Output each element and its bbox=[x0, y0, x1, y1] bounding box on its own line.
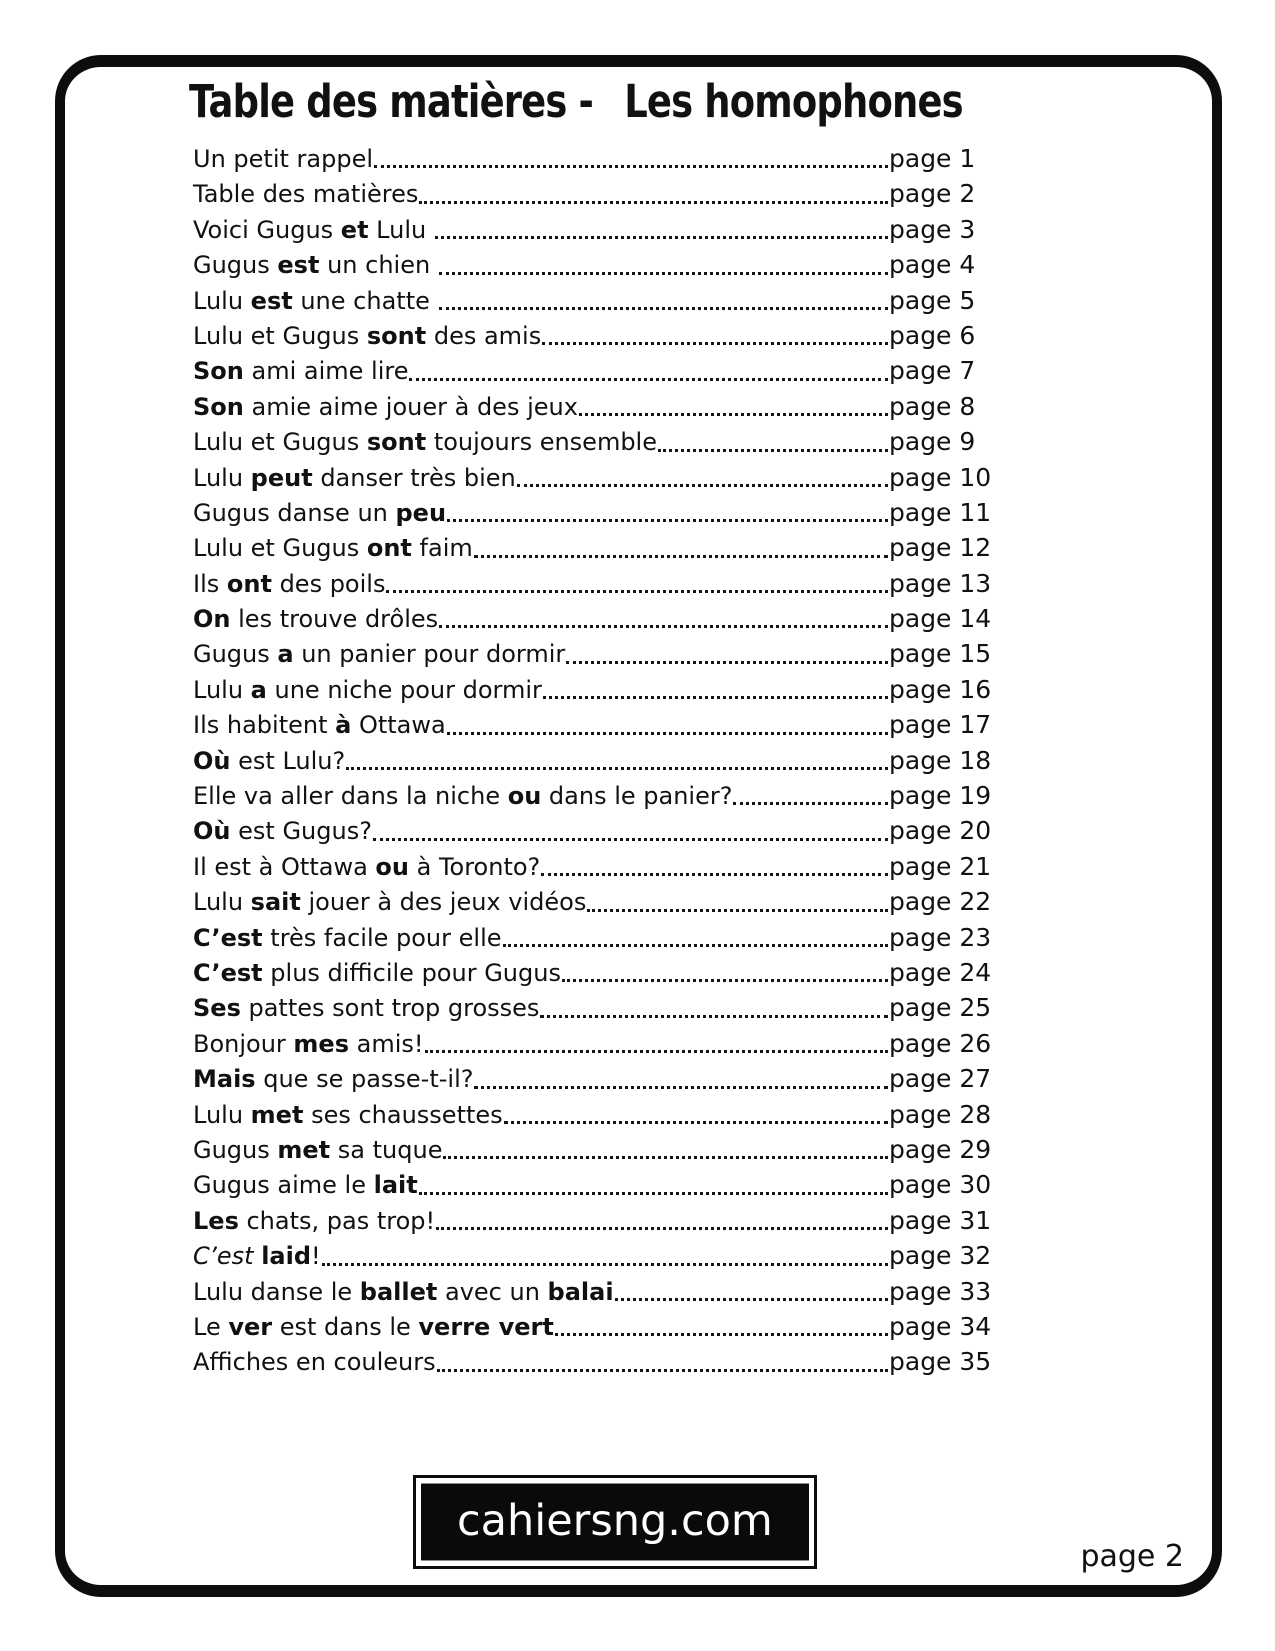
toc-entry-segment: C’est bbox=[193, 958, 263, 987]
dot-leader bbox=[437, 1369, 888, 1372]
toc-row bbox=[193, 884, 993, 919]
toc-entry-segment: est Lulu? bbox=[230, 746, 346, 775]
toc-entry-segment: Mais bbox=[193, 1065, 256, 1094]
toc-page-number: page 7 bbox=[889, 356, 976, 386]
toc-row bbox=[193, 353, 993, 388]
toc-entry-text bbox=[193, 673, 542, 708]
toc-entry-text bbox=[193, 1310, 554, 1345]
toc-row bbox=[193, 141, 993, 176]
toc-entry-segment: ou bbox=[375, 852, 409, 881]
toc-row bbox=[193, 1309, 993, 1344]
toc-entry-text bbox=[193, 390, 578, 425]
toc-entry-text bbox=[193, 142, 373, 177]
toc-page-number: page 10 bbox=[889, 462, 992, 492]
toc-entry-text bbox=[193, 319, 541, 354]
toc-row bbox=[193, 1203, 993, 1238]
toc-entry-segment: balai bbox=[547, 1277, 614, 1306]
toc-row bbox=[193, 990, 993, 1025]
toc-entry-segment: jouer à des jeux vidéos bbox=[300, 888, 587, 917]
toc-row bbox=[193, 1238, 993, 1273]
toc-page-number: page 12 bbox=[889, 533, 992, 563]
page-footer-number: page 2 bbox=[1080, 1539, 1184, 1574]
toc-entry-segment: amie aime jouer à des jeux bbox=[243, 392, 578, 421]
toc-page-number: page 2 bbox=[889, 179, 976, 209]
toc-entry-segment: Lulu et Gugus bbox=[193, 321, 367, 350]
toc-entry-segment: Lulu bbox=[193, 1100, 251, 1129]
toc-entry-text bbox=[193, 1133, 442, 1168]
toc-entry-segment: sa tuque bbox=[330, 1135, 443, 1164]
toc-page-number: page 11 bbox=[889, 497, 992, 527]
toc-entry-text bbox=[193, 956, 561, 991]
toc-entry-text bbox=[193, 744, 345, 779]
toc-page-number: page 26 bbox=[889, 1028, 992, 1058]
toc-page-number: page 29 bbox=[889, 1134, 992, 1164]
toc-row bbox=[193, 495, 993, 530]
toc-entry-segment: dans le panier? bbox=[541, 782, 733, 811]
toc-entry-text bbox=[193, 814, 372, 849]
toc-entry-segment: Ottawa bbox=[351, 711, 446, 740]
toc-page-number: page 15 bbox=[889, 639, 992, 669]
dot-leader bbox=[409, 378, 888, 381]
toc-entry-segment: C’est bbox=[193, 923, 263, 952]
toc-entry-segment: à Toronto? bbox=[408, 852, 541, 881]
toc-entry-segment: Elle va aller dans la niche bbox=[193, 782, 508, 811]
dot-leader bbox=[543, 696, 888, 699]
toc-entry-text bbox=[193, 531, 473, 566]
toc-entry-text bbox=[193, 1275, 614, 1310]
toc-entry-segment: ami aime lire bbox=[243, 357, 409, 386]
toc-row bbox=[193, 1097, 993, 1132]
toc-entry-segment: avec un bbox=[437, 1277, 548, 1306]
toc-page-number: page 30 bbox=[889, 1170, 992, 1200]
toc-row bbox=[193, 955, 993, 990]
website-box bbox=[413, 1475, 817, 1569]
toc-page-number: page 22 bbox=[889, 887, 992, 917]
toc-entry-segment: Gugus danse un bbox=[193, 498, 396, 527]
toc-row bbox=[193, 601, 993, 636]
dot-leader bbox=[419, 1192, 888, 1195]
dot-leader bbox=[541, 873, 888, 876]
toc-entry-segment: toujours ensemble bbox=[426, 428, 657, 457]
toc-row bbox=[193, 1026, 993, 1061]
toc-entry-segment: a bbox=[277, 640, 294, 669]
toc-row bbox=[193, 247, 993, 282]
toc-entry-text bbox=[193, 1062, 473, 1097]
toc-entry-text bbox=[193, 425, 657, 460]
toc-entry-text bbox=[193, 1345, 436, 1380]
toc-entry-segment: est bbox=[277, 251, 320, 280]
toc-row bbox=[193, 424, 993, 459]
toc-page-number: page 1 bbox=[889, 144, 976, 173]
toc-entry-segment: Table des matières bbox=[193, 180, 419, 209]
toc-entry-segment: danser très bien bbox=[312, 463, 516, 492]
toc-entry-text bbox=[193, 354, 408, 389]
toc-entry-segment: Le bbox=[193, 1312, 229, 1341]
toc-entry-segment: Bonjour bbox=[193, 1029, 294, 1058]
toc-entry-segment: pattes sont trop grosses bbox=[240, 994, 540, 1023]
toc-entry-segment: Lulu bbox=[193, 888, 251, 917]
toc-row bbox=[193, 849, 993, 884]
toc-entry-segment: ont bbox=[226, 569, 272, 598]
dot-leader bbox=[436, 1227, 888, 1230]
toc-entry-segment: un chien bbox=[319, 251, 438, 280]
toc-page-number: page 13 bbox=[889, 568, 992, 598]
dot-leader bbox=[447, 732, 888, 735]
toc-page-number: page 31 bbox=[889, 1205, 992, 1235]
toc-entry-segment: est bbox=[250, 286, 293, 315]
toc-entry-segment: très facile pour elle bbox=[262, 923, 502, 952]
toc-entry-segment: Gugus bbox=[193, 1135, 278, 1164]
toc-entry-segment: lait bbox=[373, 1171, 418, 1200]
toc-entry-segment: Son bbox=[193, 392, 244, 421]
toc-entry-segment: Voici Gugus bbox=[193, 215, 341, 244]
toc-entry-segment: ou bbox=[507, 782, 542, 811]
dot-leader bbox=[733, 802, 888, 805]
toc-entry-segment: Gugus bbox=[193, 251, 278, 280]
toc-row bbox=[193, 743, 993, 778]
toc-entry-text bbox=[193, 1168, 418, 1203]
toc-row bbox=[193, 212, 993, 247]
dot-leader bbox=[566, 661, 888, 664]
toc-entry-segment: des poils bbox=[271, 569, 386, 598]
toc-page-number: page 35 bbox=[889, 1347, 992, 1377]
page-title-right: Les homophones bbox=[623, 75, 963, 128]
toc-entry-segment: Gugus aime le bbox=[193, 1171, 374, 1200]
toc-entry-segment: On bbox=[193, 605, 231, 634]
toc-row bbox=[193, 778, 993, 813]
toc-row bbox=[193, 176, 993, 211]
dot-leader bbox=[374, 165, 888, 168]
toc-entry-segment: un panier pour dormir bbox=[293, 640, 566, 669]
toc-entry-segment: Où bbox=[193, 817, 231, 846]
toc-page-number: page 23 bbox=[889, 922, 992, 952]
toc-entry-segment: Un petit rappel bbox=[193, 145, 373, 173]
toc-entry-segment: C’est bbox=[193, 1242, 254, 1271]
toc-entry-text bbox=[193, 213, 434, 248]
toc-entry-segment: Gugus bbox=[193, 640, 278, 669]
toc-entry-segment: Affiches en couleurs bbox=[193, 1348, 436, 1377]
page-title bbox=[65, 75, 1212, 129]
toc-page-number: page 28 bbox=[889, 1099, 992, 1129]
toc-entry-segment: Lulu danse le bbox=[193, 1277, 360, 1306]
toc-entry-segment: ballet bbox=[359, 1277, 438, 1306]
toc-entry-segment: est Gugus? bbox=[230, 817, 372, 846]
toc-entry-text bbox=[193, 1027, 424, 1062]
toc-entry-segment: plus difficile pour Gugus bbox=[262, 958, 561, 987]
toc-row bbox=[193, 813, 993, 848]
dot-leader bbox=[443, 1156, 888, 1159]
toc-entry-segment: Son bbox=[193, 357, 244, 386]
toc-row bbox=[193, 1061, 993, 1096]
toc-entry-segment: ver bbox=[228, 1312, 273, 1341]
toc-entry-text bbox=[193, 708, 446, 743]
dot-leader bbox=[439, 625, 888, 628]
page-title-left: Table des matières - bbox=[188, 75, 593, 128]
toc-row bbox=[193, 707, 993, 742]
toc-entry-text bbox=[193, 1239, 321, 1274]
toc-entry-text bbox=[193, 496, 446, 531]
toc-page-number: page 16 bbox=[889, 674, 992, 704]
dot-leader bbox=[555, 1333, 888, 1336]
toc-page-number: page 6 bbox=[889, 320, 976, 350]
toc-row bbox=[193, 566, 993, 601]
toc-entry-segment: amis! bbox=[349, 1029, 424, 1058]
toc-entry-text bbox=[193, 991, 539, 1026]
toc-page-number: page 5 bbox=[889, 285, 976, 315]
dot-leader bbox=[346, 767, 888, 770]
dot-leader bbox=[504, 1121, 888, 1124]
toc-entry-segment: peut bbox=[250, 463, 313, 492]
page-border bbox=[55, 55, 1222, 1597]
toc-entry-segment: Il est à Ottawa bbox=[193, 852, 376, 881]
toc-page-number: page 3 bbox=[889, 214, 976, 244]
toc-entry-segment: sont bbox=[366, 428, 427, 457]
toc-entry-segment: a bbox=[250, 675, 267, 704]
toc-entry-segment: les trouve drôles bbox=[230, 605, 439, 634]
toc-entry-segment: Où bbox=[193, 746, 231, 775]
toc-page-number: page 25 bbox=[889, 993, 992, 1023]
toc-page-number: page 32 bbox=[889, 1241, 992, 1271]
toc-entry-text bbox=[193, 248, 438, 283]
dot-leader bbox=[562, 979, 888, 982]
dot-leader bbox=[474, 1086, 888, 1089]
toc-entry-segment: laid bbox=[261, 1242, 312, 1271]
toc-entry-segment: Lulu bbox=[193, 675, 251, 704]
toc-entry-segment: Lulu bbox=[193, 463, 251, 492]
toc-entry-text bbox=[193, 461, 516, 496]
toc-entry-text bbox=[193, 779, 732, 814]
toc-row bbox=[193, 636, 993, 671]
dot-leader bbox=[540, 1015, 888, 1018]
dot-leader bbox=[386, 590, 888, 593]
toc-row bbox=[193, 389, 993, 424]
toc-row bbox=[193, 672, 993, 707]
dot-leader bbox=[474, 555, 888, 558]
toc-entry-segment: à bbox=[335, 711, 352, 740]
toc-page-number: page 19 bbox=[889, 781, 992, 811]
toc-entry-segment: une niche pour dormir bbox=[266, 675, 542, 704]
toc-entry-segment: peu bbox=[395, 498, 447, 527]
dot-leader bbox=[435, 236, 888, 239]
toc-row bbox=[193, 1132, 993, 1167]
toc-entry-segment: ! bbox=[311, 1242, 321, 1271]
toc-entry-segment: Lulu et Gugus bbox=[193, 428, 367, 457]
dot-leader bbox=[322, 1263, 888, 1266]
toc-entry-segment: chats, pas trop! bbox=[238, 1206, 436, 1235]
toc-entry-segment: et bbox=[340, 215, 369, 244]
dot-leader bbox=[542, 342, 888, 345]
dot-leader bbox=[517, 484, 888, 487]
toc-entry-text bbox=[193, 284, 438, 319]
toc-row bbox=[193, 318, 993, 353]
toc-entry-segment: verre vert bbox=[418, 1312, 554, 1341]
dot-leader bbox=[419, 201, 888, 204]
dot-leader bbox=[503, 944, 888, 947]
toc-entry-segment: sont bbox=[366, 321, 427, 350]
toc-page-number: page 17 bbox=[889, 710, 992, 740]
toc-entry-segment: que se passe-t-il? bbox=[255, 1065, 474, 1094]
toc-page-number: page 4 bbox=[889, 250, 976, 280]
dot-leader bbox=[439, 307, 889, 310]
toc-entry-segment: une chatte bbox=[292, 286, 438, 315]
toc-page-number: page 8 bbox=[889, 391, 976, 421]
toc-row bbox=[193, 920, 993, 955]
toc-row bbox=[193, 1344, 993, 1379]
toc-entry-segment: met bbox=[250, 1100, 304, 1129]
toc-page-number: page 9 bbox=[889, 427, 976, 457]
dot-leader bbox=[579, 413, 888, 416]
toc-row bbox=[193, 530, 993, 565]
dot-leader bbox=[587, 909, 888, 912]
toc-entry-text bbox=[193, 1204, 435, 1239]
toc-entry-segment: Lulu bbox=[193, 286, 251, 315]
toc-entry-segment: Ses bbox=[193, 994, 241, 1023]
toc-list bbox=[193, 141, 993, 1380]
toc-row bbox=[193, 1167, 993, 1202]
toc-page-number: page 24 bbox=[889, 957, 992, 987]
toc-entry-segment: ont bbox=[366, 534, 412, 563]
toc-entry-segment: des amis bbox=[426, 321, 542, 350]
toc-row bbox=[193, 283, 993, 318]
toc-page-number: page 27 bbox=[889, 1064, 992, 1094]
toc-entry-text bbox=[193, 885, 586, 920]
toc-row bbox=[193, 1274, 993, 1309]
toc-entry-text bbox=[193, 1098, 503, 1133]
dot-leader bbox=[439, 272, 888, 275]
toc-entry-segment: Lulu bbox=[368, 215, 434, 244]
toc-page-number: page 20 bbox=[889, 816, 992, 846]
toc-row bbox=[193, 460, 993, 495]
toc-entry-segment: ses chaussettes bbox=[303, 1100, 503, 1129]
toc-entry-segment: Ils habitent bbox=[193, 711, 336, 740]
dot-leader bbox=[447, 519, 888, 522]
toc-entry-text bbox=[193, 850, 540, 885]
toc-entry-segment: faim bbox=[411, 534, 473, 563]
toc-entry-text bbox=[193, 921, 502, 956]
toc-page-number: page 14 bbox=[889, 604, 992, 634]
toc-entry-text bbox=[193, 177, 418, 212]
toc-entry-segment: Ils bbox=[193, 569, 227, 598]
toc-page-number: page 34 bbox=[889, 1311, 992, 1341]
toc-entry-segment: Lulu et Gugus bbox=[193, 534, 367, 563]
dot-leader bbox=[658, 449, 888, 452]
website-label: cahiersng.com bbox=[421, 1483, 809, 1561]
dot-leader bbox=[373, 838, 888, 841]
toc-page-number: page 18 bbox=[889, 745, 992, 775]
toc-entry-segment: Les bbox=[193, 1206, 239, 1235]
toc-entry-segment: est dans le bbox=[272, 1312, 419, 1341]
toc-entry-text bbox=[193, 637, 565, 672]
dot-leader bbox=[615, 1298, 888, 1301]
toc-entry-segment: sait bbox=[250, 888, 301, 917]
toc-page-number: page 21 bbox=[889, 851, 992, 881]
toc-entry-segment: mes bbox=[293, 1029, 349, 1058]
dot-leader bbox=[425, 1050, 888, 1053]
toc-entry-segment: met bbox=[277, 1135, 331, 1164]
toc-entry-text bbox=[193, 602, 438, 637]
toc-entry-text bbox=[193, 567, 385, 602]
toc-page-number: page 33 bbox=[889, 1276, 992, 1306]
